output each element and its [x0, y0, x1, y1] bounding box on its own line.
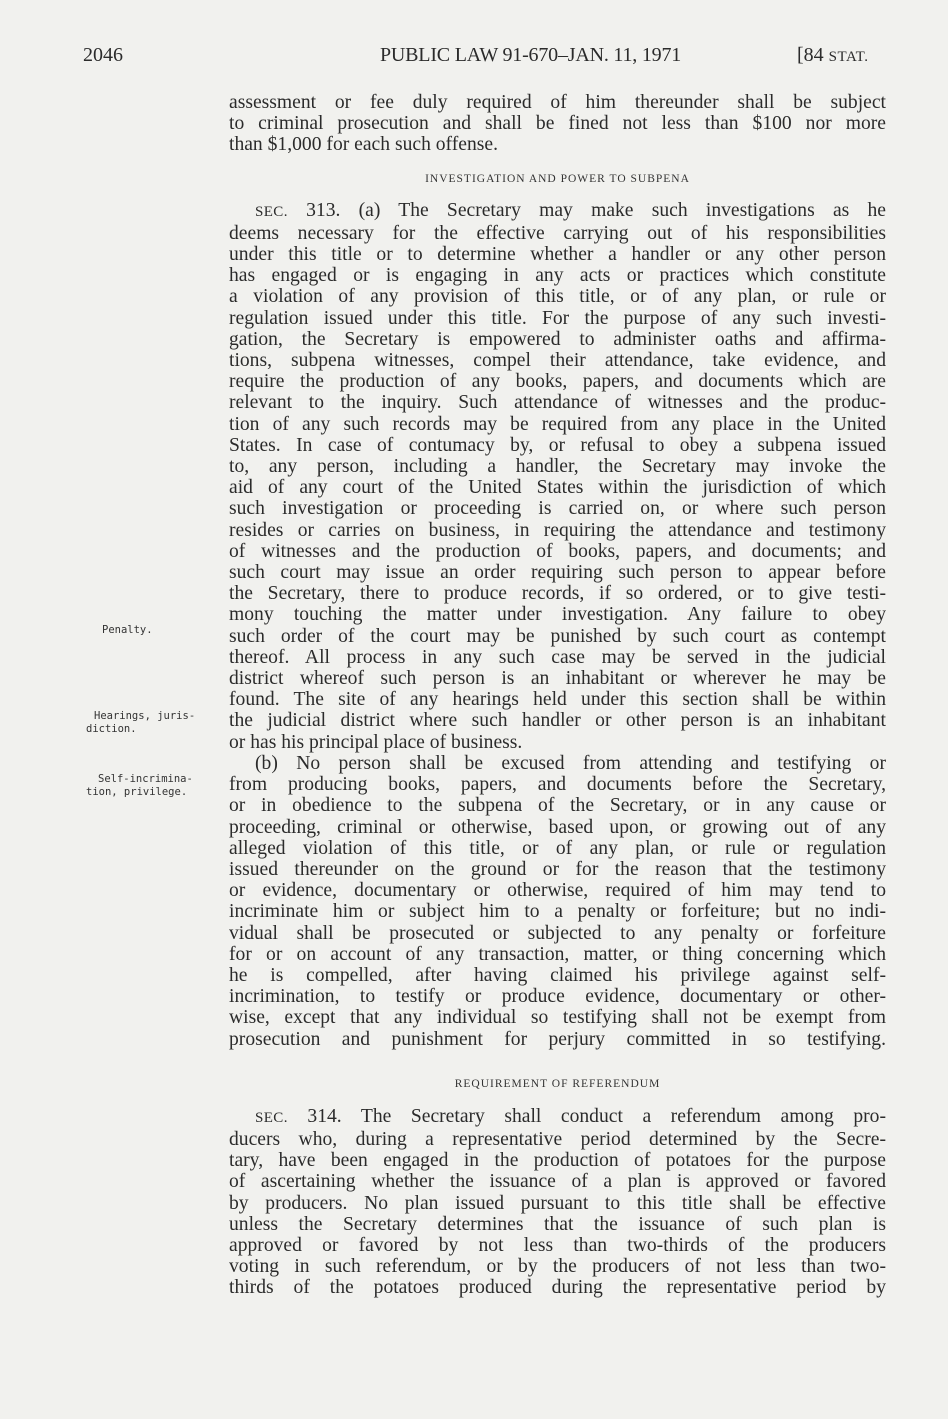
margin-note-line: Hearings, juris- — [94, 710, 196, 722]
text-line: gation, the Secretary is empowered to administer oaths and affirma- — [229, 328, 886, 350]
text-line: found. The site of any hearings held under this section shall be within — [229, 689, 886, 711]
page-header — [0, 44, 948, 74]
text-span: 313. (a) The Secretary may make such investigations as he — [287, 199, 886, 221]
text-line: under this title or to determine whether a handler or any other person — [229, 244, 886, 266]
text-line: require the production of any books, papers, and documents which are — [229, 371, 886, 393]
margin-note-line: diction. — [86, 723, 137, 735]
text-line: (b) No person shall be excused from attending and testifying or — [255, 752, 886, 774]
margin-note-self-incrimination — [86, 773, 193, 799]
text-line: or in obedience to the subpena of the Secretary, or in any cause or — [229, 795, 886, 817]
section-314-heading: REQUIREMENT OF REFERENDUM — [454, 1077, 661, 1090]
text-line: alleged violation of this title, or of any plan, or rule or regulation — [229, 837, 886, 859]
stat-label: STAT. — [828, 49, 869, 65]
margin-note-penalty — [102, 624, 153, 637]
text-span: 314. The Secretary shall conduct a referendum among pro- — [287, 1105, 886, 1127]
text-line — [229, 1106, 886, 1129]
text-line: has engaged or is engaging in any acts or practices which constitute — [229, 265, 886, 287]
page-number: 2046 — [83, 44, 123, 66]
text-line: wise, except that any individual so testifying shall not be exempt from — [229, 1007, 886, 1029]
text-line: proceeding, criminal or otherwise, based upon, or growing out of any — [229, 816, 886, 838]
text-line: of ascertaining whether the issuance of a plan is approved or favored — [229, 1171, 886, 1193]
text-line: he is compelled, after having claimed his privilege against self- — [229, 964, 886, 986]
text-line: of witnesses and the production of books, papers, and documents; and — [229, 540, 886, 562]
statute-reference — [797, 44, 868, 67]
text-line: than $1,000 for each such offense. — [229, 134, 498, 156]
text-line: incrimination, to testify or produce evidence, documentary or other- — [229, 986, 886, 1008]
section-313-b-paragraph — [229, 753, 886, 1050]
text-line: such order of the court may be punished by such court as contempt — [229, 625, 886, 647]
section-314-paragraph — [229, 1106, 886, 1299]
text-line: thirds of the potatoes produced during the representative period by — [229, 1277, 886, 1299]
margin-note-line: Penalty. — [102, 624, 153, 636]
text-line: unless the Secretary determines that the issuance of such plan is — [229, 1213, 886, 1235]
running-title: PUBLIC LAW 91-670–JAN. 11, 1971 — [380, 44, 682, 66]
text-line: incriminate him or subject him to a penalty or forfeiture; but no indi- — [229, 901, 886, 923]
section-313-a-paragraph — [229, 200, 886, 753]
text-line: States. In case of contumacy by, or refusal to obey a subpena issued — [229, 434, 886, 456]
text-line: aid of any court of the United States within the jurisdiction of which — [229, 477, 886, 499]
body-column — [229, 92, 886, 1299]
text-line: deems necessary for the effective carrying out of his responsibilities — [229, 222, 886, 244]
text-line: or has his principal place of business. — [229, 731, 523, 753]
text-line: ducers who, during a representative period determined by the Secre- — [229, 1128, 886, 1150]
text-line: vidual shall be prosecuted or subjected to any penalty or forfeiture — [229, 922, 886, 944]
intro-paragraph — [229, 92, 886, 156]
text-line: voting in such referendum, or by the producers of not less than two- — [229, 1256, 886, 1278]
margin-note-hearings — [86, 710, 195, 736]
text-line: a violation of any provision of this title, or of any plan, or rule or — [229, 286, 886, 308]
sec-label: SEC. — [255, 203, 288, 220]
sec-label: SEC. — [255, 1109, 288, 1126]
margin-note-line: tion, privilege. — [86, 786, 188, 798]
text-line: by producers. No plan issued pursuant to this title shall be effective — [229, 1192, 886, 1214]
text-line: prosecution and punishment for perjury committed in so testifying. — [229, 1028, 886, 1050]
text-line: thereof. All process in any such case may be served in the judicial — [229, 646, 886, 668]
text-line: the judicial district where such handler or other person is an inhabitant — [229, 710, 886, 732]
text-line: tions, subpena witnesses, compel their attendance, take evidence, and — [229, 350, 886, 372]
text-line: issued thereunder on the ground or for the reason that the testimony — [229, 858, 886, 880]
text-line: assessment or fee duly required of him thereunder shall be subject — [229, 92, 886, 113]
section-313-heading: INVESTIGATION AND POWER TO SUBPENA — [425, 172, 690, 185]
text-line: or evidence, documentary or otherwise, required of him may tend to — [229, 880, 886, 902]
text-line: such court may issue an order requiring such person to appear before — [229, 562, 886, 584]
text-line: tion of any such records may be required from any place in the United — [229, 413, 886, 435]
text-line: district whereof such person is an inhabitant or wherever he may be — [229, 668, 886, 690]
text-line: approved or favored by not less than two-thirds of the producers — [229, 1234, 886, 1256]
text-line: such investigation or proceeding is carried on, or where such person — [229, 498, 886, 520]
text-line: relevant to the inquiry. Such attendance of witnesses and the produc- — [229, 392, 886, 414]
text-line: to, any person, including a handler, the Secretary may invoke the — [229, 456, 886, 478]
text-line: regulation issued under this title. For the purpose of any such investi- — [229, 307, 886, 329]
text-line: resides or carries on business, in requiring the attendance and testimony — [229, 519, 886, 541]
text-line: the Secretary, there to produce records, if so ordered, or to give testi- — [229, 583, 886, 605]
text-line: mony touching the matter under investigation. Any failure to obey — [229, 604, 886, 626]
text-line: for or on account of any transaction, matter, or thing concerning which — [229, 943, 886, 965]
text-line: tary, have been engaged in the production of potatoes for the purpose — [229, 1150, 886, 1172]
text-line: to criminal prosecution and shall be fined not less than $100 nor more — [229, 113, 886, 135]
stat-bracket: [84 — [797, 44, 829, 66]
text-line: from producing books, papers, and documents before the Secretary, — [229, 774, 886, 796]
margin-note-line: Self-incrimina- — [98, 773, 193, 785]
text-line — [229, 200, 886, 223]
